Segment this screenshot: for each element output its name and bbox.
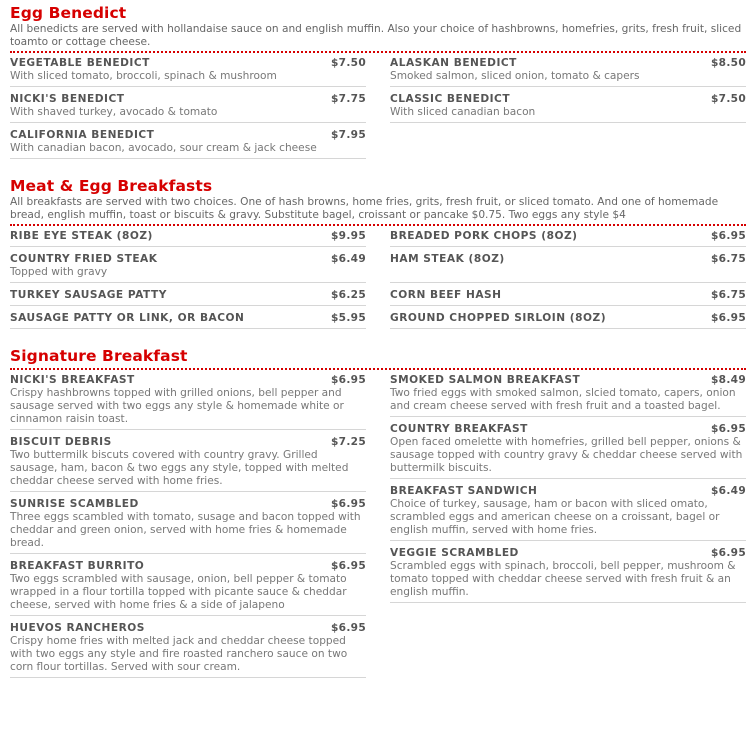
menu-item [390, 312, 746, 329]
menu-item [10, 289, 366, 306]
section-divider [10, 51, 746, 53]
item-description: Open faced omelette with homefries, grilled bell pepper, onions & sausage topped with country gravy & cheddar cheese served with buttermilk biscuits. [390, 436, 743, 474]
item-price: $6.49 [330, 253, 366, 265]
item-price: $6.75 [710, 289, 746, 301]
item-name: CLASSIC BENEDICT [390, 93, 511, 105]
menu-item [390, 57, 746, 87]
item-price: $6.95 [710, 312, 746, 324]
menu-column-left [10, 230, 366, 335]
menu-column-right [390, 230, 746, 335]
item-name: COUNTRY BREAKFAST [390, 423, 528, 435]
item-description: Scrambled eggs with spinach, broccoli, bell pepper, mushroom & tomato topped with cheddar cheese served with fresh fruit & an english muffin. [390, 560, 736, 598]
menu-item [390, 547, 746, 603]
item-name: COUNTRY FRIED STEAK [10, 253, 158, 265]
item-name: SUNRISE SCAMBLED [10, 498, 139, 510]
item-name: BREAKFAST BURRITO [10, 560, 145, 572]
menu-column-left [10, 57, 366, 165]
menu-item [10, 253, 366, 283]
menu-item [10, 374, 366, 430]
menu-item [10, 93, 366, 123]
item-name: SMOKED SALMON BREAKFAST [390, 374, 581, 386]
item-description: Two eggs scrambled with sausage, onion, bell pepper & tomato wrapped in a flour tortilla topped with picante sauce & cheddar cheese, served with home fries & a side of jalapeno [10, 573, 347, 611]
menu-item [10, 57, 366, 87]
item-description: Two fried eggs with smoked salmon, slcied tomato, capers, onion and cream cheese served with fresh fruit and a toasted bagel. [390, 387, 736, 412]
item-description: Crispy hashbrowns topped with grilled onions, bell pepper and sausage served with two eggs any style & homemade white or cinnamon raisin toast. [10, 387, 344, 425]
item-name: TURKEY SAUSAGE PATTY [10, 289, 167, 301]
section-signature-breakfast [10, 347, 746, 684]
menu-column-right [390, 374, 746, 684]
item-description: Crispy home fries with melted jack and cheddar cheese topped with two eggs any style and fire roasted ranchero sauce on two corn flour tortillas. Served with sour cream. [10, 635, 348, 673]
item-price: $8.50 [710, 57, 746, 69]
item-name: GROUND CHOPPED SIRLOIN (8OZ) [390, 312, 607, 324]
item-name: SAUSAGE PATTY OR LINK, OR BACON [10, 312, 245, 324]
item-price: $7.50 [330, 57, 366, 69]
menu-item [10, 436, 366, 492]
section-title: Meat & Egg Breakfasts [10, 177, 213, 195]
menu-item [10, 560, 366, 616]
item-price: $8.49 [710, 374, 746, 386]
item-price: $6.95 [710, 230, 746, 242]
item-price: $5.95 [330, 312, 366, 324]
item-price: $6.95 [330, 560, 366, 572]
item-name: HUEVOS RANCHEROS [10, 622, 145, 634]
item-description: Three eggs scambled with tomato, susage and bacon topped with cheddar and green onion, served with home fries & homemade bread. [10, 511, 361, 549]
section-title: Egg Benedict [10, 4, 127, 22]
section-description: All benedicts are served with hollandaise sauce on and english muffin. Also your choice of hashbrowns, homefries, grits, fresh fruit, sliced toamto or cottage cheese. [10, 23, 742, 48]
menu-item [390, 230, 746, 247]
item-price: $6.25 [330, 289, 366, 301]
item-price: $6.75 [710, 253, 746, 265]
item-price: $6.95 [710, 423, 746, 435]
item-name: VEGETABLE BENEDICT [10, 57, 150, 69]
item-price: $6.95 [330, 498, 366, 510]
item-name: BREAKFAST SANDWICH [390, 485, 538, 497]
item-description: With sliced tomato, broccoli, spinach & mushroom [10, 70, 277, 82]
item-name: ALASKAN BENEDICT [390, 57, 517, 69]
menu-item [10, 498, 366, 554]
menu-item [390, 289, 746, 306]
item-description: Two buttermilk biscuts covered with country gravy. Grilled sausage, ham, bacon & two eggs any style, topped with melted cheddar cheese served with home fries. [10, 449, 349, 487]
menu-column-right [390, 57, 746, 165]
menu-item [390, 485, 746, 541]
item-price: $6.95 [710, 547, 746, 559]
item-name: VEGGIE SCRAMBLED [390, 547, 519, 559]
item-description: With sliced canadian bacon [390, 106, 536, 118]
section-divider [10, 224, 746, 226]
item-description: Topped with gravy [10, 266, 108, 278]
menu-item [10, 230, 366, 247]
item-price: $6.49 [710, 485, 746, 497]
menu-grid [10, 57, 746, 165]
item-name: CALIFORNIA BENEDICT [10, 129, 155, 141]
item-description: Choice of turkey, sausage, ham or bacon with sliced omato, scrambled eggs and american cheese on a croissant, bagel or english muffin, served with home fries. [390, 498, 720, 536]
menu-item [390, 93, 746, 123]
menu-item [390, 374, 746, 417]
item-description: With shaved turkey, avocado & tomato [10, 106, 218, 118]
menu-grid [10, 230, 746, 335]
item-price: $6.95 [330, 622, 366, 634]
item-name: BISCUIT DEBRIS [10, 436, 112, 448]
item-description: With canadian bacon, avocado, sour cream & jack cheese [10, 142, 317, 154]
item-name: HAM STEAK (8OZ) [390, 253, 505, 265]
item-name: NICKI'S BREAKFAST [10, 374, 135, 386]
menu-item [390, 423, 746, 479]
menu-grid [10, 374, 746, 684]
item-description: Smoked salmon, sliced onion, tomato & capers [390, 70, 640, 82]
menu-item [10, 129, 366, 159]
menu-item [390, 253, 746, 283]
section-title: Signature Breakfast [10, 347, 188, 365]
item-price: $7.75 [330, 93, 366, 105]
section-divider [10, 368, 746, 370]
item-price: $7.95 [330, 129, 366, 141]
menu-item [10, 622, 366, 678]
item-price: $7.50 [710, 93, 746, 105]
item-name: CORN BEEF HASH [390, 289, 502, 301]
section-meat-egg-breakfasts [10, 177, 746, 335]
item-name: NICKI'S BENEDICT [10, 93, 125, 105]
section-egg-benedict [10, 4, 746, 165]
item-name: RIBE EYE STEAK (8OZ) [10, 230, 153, 242]
menu-column-left [10, 374, 366, 684]
item-price: $7.25 [330, 436, 366, 448]
item-price: $6.95 [330, 374, 366, 386]
item-name: BREADED PORK CHOPS (8OZ) [390, 230, 578, 242]
menu-item [10, 312, 366, 329]
item-price: $9.95 [330, 230, 366, 242]
section-description: All breakfasts are served with two choices. One of hash browns, home fries, grits, fresh fruit, or sliced tomato. And one of homemade bread, english muffin, toast or biscuits & gravy. Substitute bagel, croissant or pancake $0.75. Two eggs any style $4 [10, 196, 719, 221]
